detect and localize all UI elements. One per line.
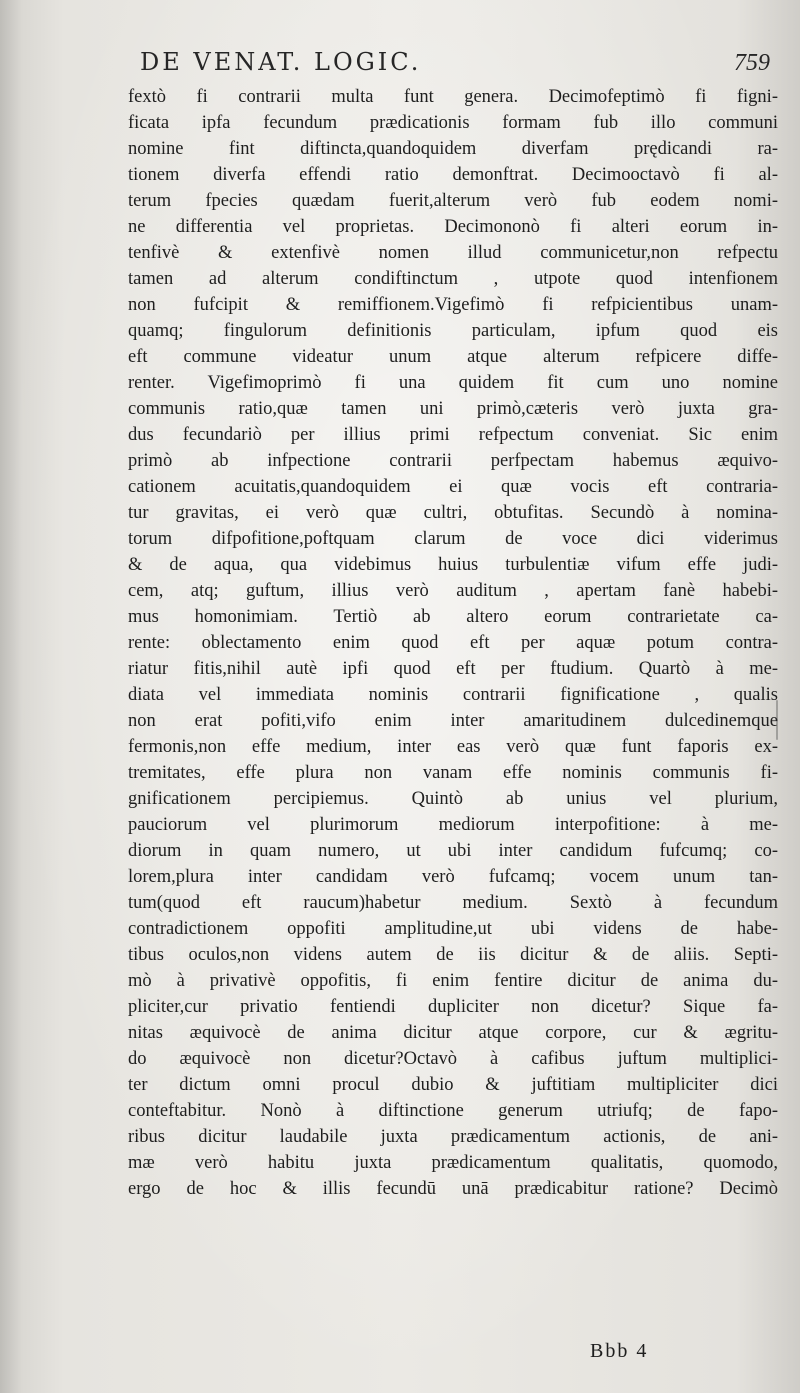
text-line: dus fecundariò per illius primi refpectum conveniat. Sic enim	[128, 425, 778, 445]
text-line: pliciter,cur privatio fentiendi dupliciter non dicetur? Sique fa-	[128, 997, 778, 1017]
text-line: ergo de hoc & illis fecundū unā prædicabitur ratione? Decimò	[128, 1179, 778, 1199]
text-line: ne differentia vel proprietas. Decimononò fi alteri eorum in-	[128, 217, 778, 237]
text-line: rente: oblectamento enim quod eft per aquæ potum contra-	[128, 633, 778, 653]
page-gutter-shadow	[0, 0, 22, 1393]
text-line: fermonis,non effe medium, inter eas verò quæ funt faporis ex-	[128, 737, 778, 757]
text-line: & de aqua, qua videbimus huius turbulentiæ vifum effe judi-	[128, 555, 778, 575]
text-line: renter. Vigefimoprimò fi una quidem fit cum uno nomine	[128, 373, 778, 393]
margin-stroke	[776, 700, 778, 740]
text-line: cem, atq; guftum, illius verò auditum , apertam fanè habebi-	[128, 581, 778, 601]
text-line: conteftabitur. Nonò à diftinctione generum utriufq; de fapo-	[128, 1101, 778, 1121]
text-line: tionem diverfa effendi ratio demonftrat. Decimooctavò fi al-	[128, 165, 778, 185]
text-line: do æquivocè non dicetur?Octavò à cafibus juftum multiplici-	[128, 1049, 778, 1069]
text-line: mò à privativè oppofitis, fi enim fentire dicitur de anima du-	[128, 971, 778, 991]
text-line: tenfivè & extenfivè nomen illud communicetur,non refpectu	[128, 243, 778, 263]
text-line: tum(quod eft raucum)habetur medium. Sextò à fecundum	[128, 893, 778, 913]
text-line: primò ab infpectione contrarii perfpectam habemus æquivo-	[128, 451, 778, 471]
text-line: pauciorum vel plurimorum mediorum interpofitione: à me-	[128, 815, 778, 835]
page-number: 759	[734, 50, 770, 76]
text-line: diorum in quam numero, ut ubi inter candidum fufcumq; co-	[128, 841, 778, 861]
text-line: nitas æquivocè de anima dicitur atque corpore, cur & ægritu-	[128, 1023, 778, 1043]
text-line: quamq; fingulorum definitionis particulam, ipfum quod eis	[128, 321, 778, 341]
text-line: tamen ad alterum condiftinctum , utpote quod intenfionem	[128, 269, 778, 289]
body-text	[128, 84, 778, 1202]
text-line: cationem acuitatis,quandoquidem ei quæ vocis eft contraria-	[128, 477, 778, 497]
text-line: tremitates, effe plura non vanam effe nominis communis fi-	[128, 763, 778, 783]
text-line: ficata ipfa fecundum prædicationis formam fub illo communi	[128, 113, 778, 133]
text-line: tur gravitas, ei verò quæ cultri, obtufitas. Secundò à nomina-	[128, 503, 778, 523]
text-line: non erat pofiti,vifo enim inter amaritudinem dulcedinemque	[128, 711, 778, 731]
text-line: ribus dicitur laudabile juxta prædicamentum actionis, de ani-	[128, 1127, 778, 1147]
text-line: tibus oculos,non videns autem de iis dicitur & de aliis. Septi-	[128, 945, 778, 965]
text-line: communis ratio,quæ tamen uni primò,cæteris verò juxta gra-	[128, 399, 778, 419]
text-line: terum fpecies quædam fuerit,alterum verò fub eodem nomi-	[128, 191, 778, 211]
text-line: ter dictum omni procul dubio & juftitiam multipliciter dici	[128, 1075, 778, 1095]
text-line: fextò fi contrarii multa funt genera. Decimofeptimò fi figni-	[128, 87, 778, 107]
text-line: riatur fitis,nihil autè ipfi quod eft per ftudium. Quartò à me-	[128, 659, 778, 679]
text-line: torum difpofitione,poftquam clarum de voce dici viderimus	[128, 529, 778, 549]
text-line: eft commune videatur unum atque alterum refpicere diffe-	[128, 347, 778, 367]
text-line: nomine fint diftincta,quandoquidem diverfam prędicandi ra-	[128, 139, 778, 159]
text-line: non fufcipit & remiffionem.Vigefimò fi refpicientibus unam-	[128, 295, 778, 315]
text-line: diata vel immediata nominis contrarii fignificatione , qualis	[128, 685, 778, 705]
running-head: DE VENAT. LOGIC.	[140, 48, 422, 76]
text-line: contradictionem oppofiti amplitudine,ut ubi videns de habe-	[128, 919, 778, 939]
signature-mark: Bbb 4	[590, 1340, 649, 1362]
page-header	[140, 44, 770, 84]
text-line: gnificationem percipiemus. Quintò ab unius vel plurium,	[128, 789, 778, 809]
text-line: mus homonimiam. Tertiò ab altero eorum contrarietate ca-	[128, 607, 778, 627]
text-line: mæ verò habitu juxta prædicamentum qualitatis, quomodo,	[128, 1153, 778, 1173]
text-line: lorem,plura inter candidam verò fufcamq; vocem unum tan-	[128, 867, 778, 887]
